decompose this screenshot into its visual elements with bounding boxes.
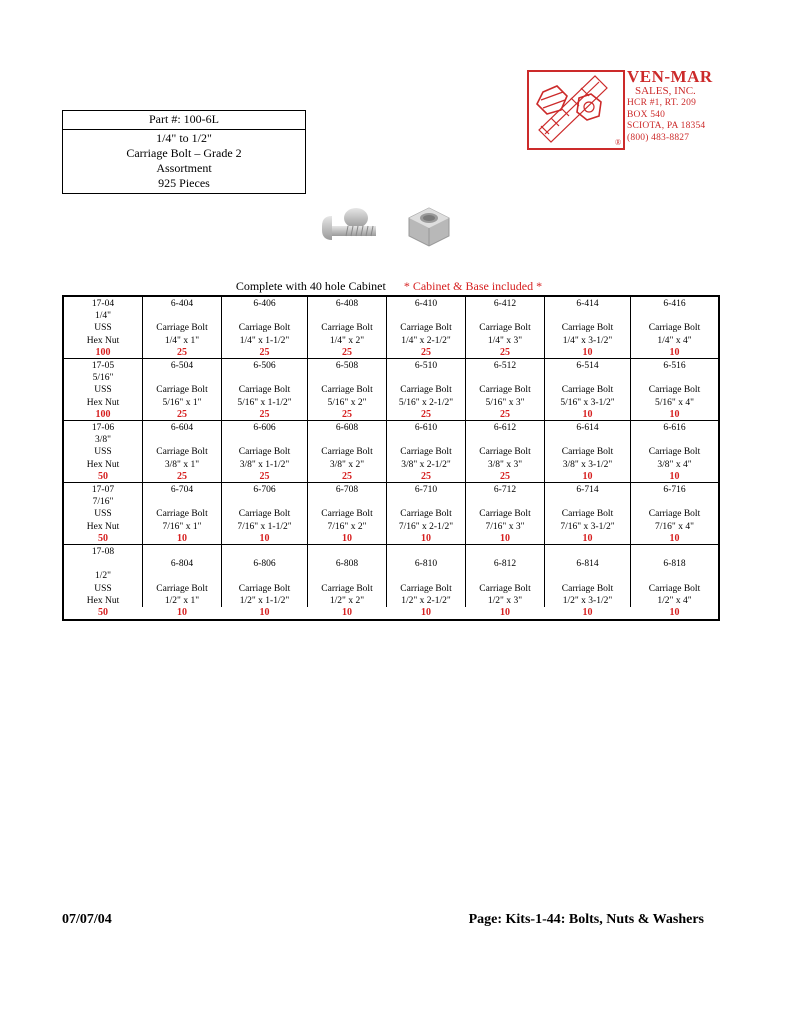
bolt-cell bbox=[387, 545, 466, 618]
bolt-qty: 25 bbox=[177, 470, 187, 482]
bolt-type: Carriage Bolt bbox=[156, 323, 208, 334]
bolt-qty: 25 bbox=[259, 470, 270, 482]
bolt-qty: 10 bbox=[582, 408, 593, 420]
nut-cell bbox=[64, 545, 143, 618]
bolt-qty: 25 bbox=[500, 346, 510, 358]
bolt-type: Carriage Bolt bbox=[648, 385, 701, 396]
bolt-cell bbox=[387, 297, 466, 359]
bolt-cell bbox=[222, 359, 308, 421]
bolt-qty: 10 bbox=[259, 606, 270, 618]
bolt-cell bbox=[466, 545, 545, 618]
bolt-qty: 10 bbox=[177, 606, 187, 618]
caption-included: * Cabinet & Base included * bbox=[403, 279, 543, 293]
assortment-grid bbox=[62, 295, 720, 621]
bolt-code: 6-806 bbox=[253, 559, 276, 570]
bolt-type: Carriage Bolt bbox=[400, 323, 452, 334]
nut-qty: 100 bbox=[95, 346, 111, 358]
bolt-qty: 25 bbox=[342, 408, 352, 420]
nut-qty: 100 bbox=[95, 408, 111, 420]
bolt-size: 1/2" x 2" bbox=[329, 595, 365, 606]
bolt-type: Carriage Bolt bbox=[238, 447, 291, 458]
bolt-type: Carriage Bolt bbox=[321, 583, 373, 594]
bolt-size: 5/16" x 2" bbox=[327, 397, 367, 408]
bolt-type: Carriage Bolt bbox=[238, 509, 291, 520]
bolt-size: 7/16" x 3" bbox=[485, 521, 525, 532]
bolt-cell bbox=[545, 483, 631, 545]
bolt-code: 6-514 bbox=[576, 361, 599, 371]
bolt-type: Carriage Bolt bbox=[561, 447, 614, 458]
nut-code: 17-08 bbox=[91, 547, 115, 557]
bolt-cell bbox=[545, 297, 631, 359]
bolt-cell bbox=[222, 297, 308, 359]
nut-size: 7/16" bbox=[92, 497, 114, 508]
bolt-code: 6-414 bbox=[576, 299, 599, 309]
bolt-cell bbox=[631, 545, 718, 618]
bolt-qty: 10 bbox=[342, 532, 352, 544]
bolt-size: 7/16" x 3-1/2" bbox=[560, 521, 615, 532]
bolt-qty: 10 bbox=[669, 346, 680, 358]
footer-date: 07/07/04 bbox=[62, 912, 112, 927]
bolt-size: 5/16" x 1-1/2" bbox=[237, 397, 292, 408]
bolt-type: Carriage Bolt bbox=[479, 385, 531, 396]
nut-code: 17-06 bbox=[91, 423, 115, 433]
bolt-type: Carriage Bolt bbox=[238, 385, 291, 396]
nut-size: 1/2" bbox=[94, 571, 112, 582]
nut-std: USS bbox=[94, 447, 112, 458]
bolt-cell bbox=[222, 483, 308, 545]
bolt-cell bbox=[631, 359, 718, 421]
bolt-size: 1/4" x 3" bbox=[487, 335, 523, 346]
bolt-qty: 10 bbox=[582, 532, 593, 544]
bolt-type: Carriage Bolt bbox=[648, 509, 701, 520]
bolt-cell bbox=[143, 421, 222, 483]
bolt-code: 6-706 bbox=[253, 485, 276, 495]
part-desc-count: 925 Pieces bbox=[158, 176, 210, 190]
bolt-code: 6-404 bbox=[170, 299, 194, 309]
bolt-cell bbox=[387, 359, 466, 421]
bolt-cell bbox=[143, 483, 222, 545]
nut-code: 17-05 bbox=[91, 361, 115, 371]
bolt-type: Carriage Bolt bbox=[648, 323, 701, 334]
cabinet-caption bbox=[62, 279, 716, 294]
part-desc-range: 1/4" to 1/2" bbox=[156, 131, 212, 145]
bolt-type: Carriage Bolt bbox=[400, 385, 452, 396]
address-line-1: HCR #1, RT. 209 bbox=[627, 98, 697, 108]
nut-std: USS bbox=[94, 583, 112, 594]
bolt-type: Carriage Bolt bbox=[479, 509, 531, 520]
bolt-cell bbox=[466, 297, 545, 359]
bolt-cell bbox=[466, 483, 545, 545]
bolt-qty: 10 bbox=[669, 408, 680, 420]
bolt-type: Carriage Bolt bbox=[400, 447, 452, 458]
bolt-cell bbox=[143, 297, 222, 359]
bolt-size: 3/8" x 3-1/2" bbox=[562, 459, 613, 470]
bolt-type: Carriage Bolt bbox=[321, 509, 373, 520]
bolt-qty: 10 bbox=[582, 470, 593, 482]
nut-size: 5/16" bbox=[92, 373, 114, 384]
bolt-code: 6-606 bbox=[253, 423, 276, 433]
nut-type: Hex Nut bbox=[86, 521, 120, 532]
part-info-box bbox=[62, 110, 306, 194]
bolt-cell bbox=[545, 359, 631, 421]
bolt-type: Carriage Bolt bbox=[156, 583, 208, 594]
phone-number: (800) 483-8827 bbox=[627, 132, 690, 143]
bolt-qty: 10 bbox=[669, 532, 680, 544]
bolt-size: 3/8" x 1-1/2" bbox=[239, 459, 290, 470]
bolt-type: Carriage Bolt bbox=[238, 583, 291, 594]
bolt-code: 6-818 bbox=[663, 559, 686, 570]
bolt-type: Carriage Bolt bbox=[479, 323, 531, 334]
bolt-type: Carriage Bolt bbox=[648, 447, 701, 458]
bolt-code: 6-608 bbox=[335, 423, 359, 433]
bolt-code: 6-714 bbox=[576, 485, 599, 495]
bolt-qty: 25 bbox=[259, 346, 270, 358]
bolt-qty: 10 bbox=[582, 346, 593, 358]
bolt-cell bbox=[631, 297, 718, 359]
carriage-bolt-icon bbox=[318, 206, 380, 251]
bolt-code: 6-814 bbox=[576, 559, 599, 570]
company-logo bbox=[527, 68, 737, 150]
bolt-code: 6-408 bbox=[335, 299, 359, 309]
bolt-qty: 25 bbox=[177, 346, 187, 358]
bolt-qty: 10 bbox=[177, 532, 187, 544]
bolt-type: Carriage Bolt bbox=[561, 583, 614, 594]
bolt-size: 1/4" x 1-1/2" bbox=[239, 335, 290, 346]
bolt-qty: 10 bbox=[259, 532, 270, 544]
bolt-code: 6-710 bbox=[414, 485, 438, 495]
nut-std: USS bbox=[94, 509, 112, 520]
bolt-cell bbox=[631, 421, 718, 483]
bolt-cell bbox=[545, 421, 631, 483]
nut-type: Hex Nut bbox=[86, 459, 120, 470]
bolt-size: 7/16" x 2" bbox=[327, 521, 367, 532]
bolt-type: Carriage Bolt bbox=[321, 385, 373, 396]
bolt-code: 6-716 bbox=[663, 485, 686, 495]
bolt-size: 1/4" x 2" bbox=[329, 335, 365, 346]
bolt-code: 6-612 bbox=[493, 423, 517, 433]
bolt-cell bbox=[143, 545, 222, 618]
bolt-cell bbox=[466, 359, 545, 421]
part-desc-kind: Assortment bbox=[156, 161, 212, 175]
bolt-code: 6-512 bbox=[493, 361, 517, 371]
bolt-code: 6-804 bbox=[170, 559, 194, 570]
bolt-size: 7/16" x 2-1/2" bbox=[398, 521, 454, 532]
bolt-code: 6-516 bbox=[663, 361, 686, 371]
bolt-type: Carriage Bolt bbox=[479, 583, 531, 594]
bolt-size: 7/16" x 1" bbox=[162, 521, 202, 532]
bolt-size: 3/8" x 3" bbox=[487, 459, 523, 470]
bolt-size: 3/8" x 2-1/2" bbox=[401, 459, 451, 470]
bolt-qty: 25 bbox=[500, 470, 510, 482]
bolt-size: 7/16" x 4" bbox=[655, 521, 694, 532]
nut-qty: 50 bbox=[98, 470, 108, 482]
bolt-qty: 10 bbox=[342, 606, 352, 618]
bolt-size: 1/2" x 1" bbox=[164, 595, 200, 606]
nut-code: 17-07 bbox=[91, 485, 115, 495]
hex-nut-icon bbox=[405, 204, 453, 253]
bolt-cell bbox=[308, 483, 387, 545]
nut-qty: 50 bbox=[98, 607, 108, 618]
bolt-size: 1/2" x 1-1/2" bbox=[239, 595, 290, 606]
bolt-type: Carriage Bolt bbox=[648, 583, 701, 594]
bolt-type: Carriage Bolt bbox=[156, 385, 208, 396]
bolt-qty: 10 bbox=[500, 532, 510, 544]
footer-page-label: Page: Kits-1-44: Bolts, Nuts & Washers bbox=[468, 912, 704, 927]
bolt-code: 6-810 bbox=[414, 559, 438, 570]
bolt-code: 6-506 bbox=[253, 361, 276, 371]
bolt-type: Carriage Bolt bbox=[561, 509, 614, 520]
nut-code: 17-04 bbox=[91, 299, 115, 309]
bolt-qty: 25 bbox=[342, 346, 352, 358]
company-sub: SALES, INC. bbox=[635, 85, 696, 97]
bolt-code: 6-508 bbox=[335, 361, 359, 371]
bolt-code: 6-708 bbox=[335, 485, 359, 495]
bolt-qty: 10 bbox=[669, 606, 680, 618]
bolt-cell bbox=[631, 483, 718, 545]
bolt-cell bbox=[466, 421, 545, 483]
bolt-qty: 10 bbox=[582, 606, 593, 618]
nut-size: 1/4" bbox=[94, 311, 112, 322]
caption-text: Complete with 40 hole Cabinet bbox=[235, 279, 386, 293]
bolt-type: Carriage Bolt bbox=[479, 447, 531, 458]
bolt-cell bbox=[143, 359, 222, 421]
bolt-qty: 10 bbox=[421, 532, 431, 544]
bolt-size: 5/16" x 2-1/2" bbox=[398, 397, 454, 408]
bolt-size: 7/16" x 1-1/2" bbox=[237, 521, 292, 532]
bolt-size: 5/16" x 3" bbox=[485, 397, 525, 408]
nut-qty: 50 bbox=[98, 532, 108, 544]
bolt-size: 5/16" x 3-1/2" bbox=[560, 397, 615, 408]
bolt-qty: 10 bbox=[500, 606, 510, 618]
logo-text bbox=[627, 68, 713, 143]
bolt-size: 1/2" x 4" bbox=[657, 595, 692, 606]
bolt-size: 1/4" x 3-1/2" bbox=[562, 335, 613, 346]
bolt-qty: 25 bbox=[177, 408, 187, 420]
bolt-cell bbox=[308, 545, 387, 618]
nut-std: USS bbox=[94, 385, 112, 396]
bolt-cell bbox=[222, 545, 308, 618]
bolt-code: 6-416 bbox=[663, 299, 686, 309]
bolt-code: 6-712 bbox=[493, 485, 517, 495]
company-name: VEN-MAR bbox=[627, 67, 713, 86]
bolt-type: Carriage Bolt bbox=[400, 509, 452, 520]
bolt-code: 6-504 bbox=[170, 361, 194, 371]
bolt-qty: 10 bbox=[669, 470, 680, 482]
bolt-cell bbox=[387, 483, 466, 545]
bolt-qty: 10 bbox=[421, 606, 431, 618]
bolt-type: Carriage Bolt bbox=[156, 509, 208, 520]
bolt-size: 1/2" x 3-1/2" bbox=[562, 595, 613, 606]
bolt-code: 6-808 bbox=[335, 559, 359, 570]
nut-cell bbox=[64, 483, 143, 545]
nut-cell bbox=[64, 421, 143, 483]
bolt-qty: 25 bbox=[500, 408, 510, 420]
bolt-code: 6-410 bbox=[414, 299, 438, 309]
address-line-2: BOX 540 bbox=[627, 109, 666, 120]
nut-std: USS bbox=[94, 323, 112, 334]
nut-size: 3/8" bbox=[94, 435, 112, 446]
nut-cell bbox=[64, 359, 143, 421]
logo-bolt-nut-icon bbox=[527, 70, 625, 150]
bolt-cell bbox=[545, 545, 631, 618]
bolt-qty: 25 bbox=[342, 470, 352, 482]
bolt-qty: 25 bbox=[421, 408, 431, 420]
registered-mark: ® bbox=[615, 138, 622, 147]
bolt-qty: 25 bbox=[259, 408, 270, 420]
bolt-type: Carriage Bolt bbox=[561, 323, 614, 334]
bolt-type: Carriage Bolt bbox=[400, 583, 452, 594]
bolt-code: 6-610 bbox=[414, 423, 438, 433]
bolt-size: 1/4" x 4" bbox=[657, 335, 692, 346]
part-desc-type: Carriage Bolt – Grade 2 bbox=[126, 146, 242, 160]
bolt-size: 5/16" x 4" bbox=[655, 397, 694, 408]
bolt-size: 1/2" x 3" bbox=[487, 595, 523, 606]
bolt-code: 6-604 bbox=[170, 423, 194, 433]
bolt-cell bbox=[387, 421, 466, 483]
nut-type: Hex Nut bbox=[86, 335, 120, 346]
bolt-size: 3/8" x 4" bbox=[657, 459, 692, 470]
bolt-size: 5/16" x 1" bbox=[162, 397, 202, 408]
bolt-type: Carriage Bolt bbox=[321, 447, 373, 458]
bolt-code: 6-412 bbox=[493, 299, 517, 309]
address-line-3: SCIOTA, PA 18354 bbox=[627, 121, 706, 131]
nut-cell bbox=[64, 297, 143, 359]
bolt-type: Carriage Bolt bbox=[321, 323, 373, 334]
nut-type: Hex Nut bbox=[86, 397, 120, 408]
bolt-size: 3/8" x 2" bbox=[329, 459, 365, 470]
bolt-cell bbox=[308, 421, 387, 483]
part-description bbox=[63, 130, 305, 193]
nut-type: Hex Nut bbox=[86, 595, 120, 606]
bolt-code: 6-812 bbox=[493, 559, 517, 570]
bolt-type: Carriage Bolt bbox=[238, 323, 291, 334]
bolt-code: 6-616 bbox=[663, 423, 686, 433]
bolt-type: Carriage Bolt bbox=[156, 447, 208, 458]
bolt-type: Carriage Bolt bbox=[561, 385, 614, 396]
bolt-code: 6-704 bbox=[170, 485, 194, 495]
part-number: Part #: 100-6L bbox=[63, 111, 305, 130]
bolt-code: 6-510 bbox=[414, 361, 438, 371]
bolt-code: 6-614 bbox=[576, 423, 599, 433]
bolt-size: 1/4" x 2-1/2" bbox=[401, 335, 451, 346]
bolt-qty: 25 bbox=[421, 346, 431, 358]
bolt-size: 1/4" x 1" bbox=[164, 335, 200, 346]
bolt-qty: 25 bbox=[421, 470, 431, 482]
bolt-cell bbox=[308, 359, 387, 421]
bolt-code: 6-406 bbox=[253, 299, 276, 309]
bolt-size: 3/8" x 1" bbox=[164, 459, 200, 470]
bolt-cell bbox=[222, 421, 308, 483]
bolt-cell bbox=[308, 297, 387, 359]
bolt-size: 1/2" x 2-1/2" bbox=[401, 595, 451, 606]
